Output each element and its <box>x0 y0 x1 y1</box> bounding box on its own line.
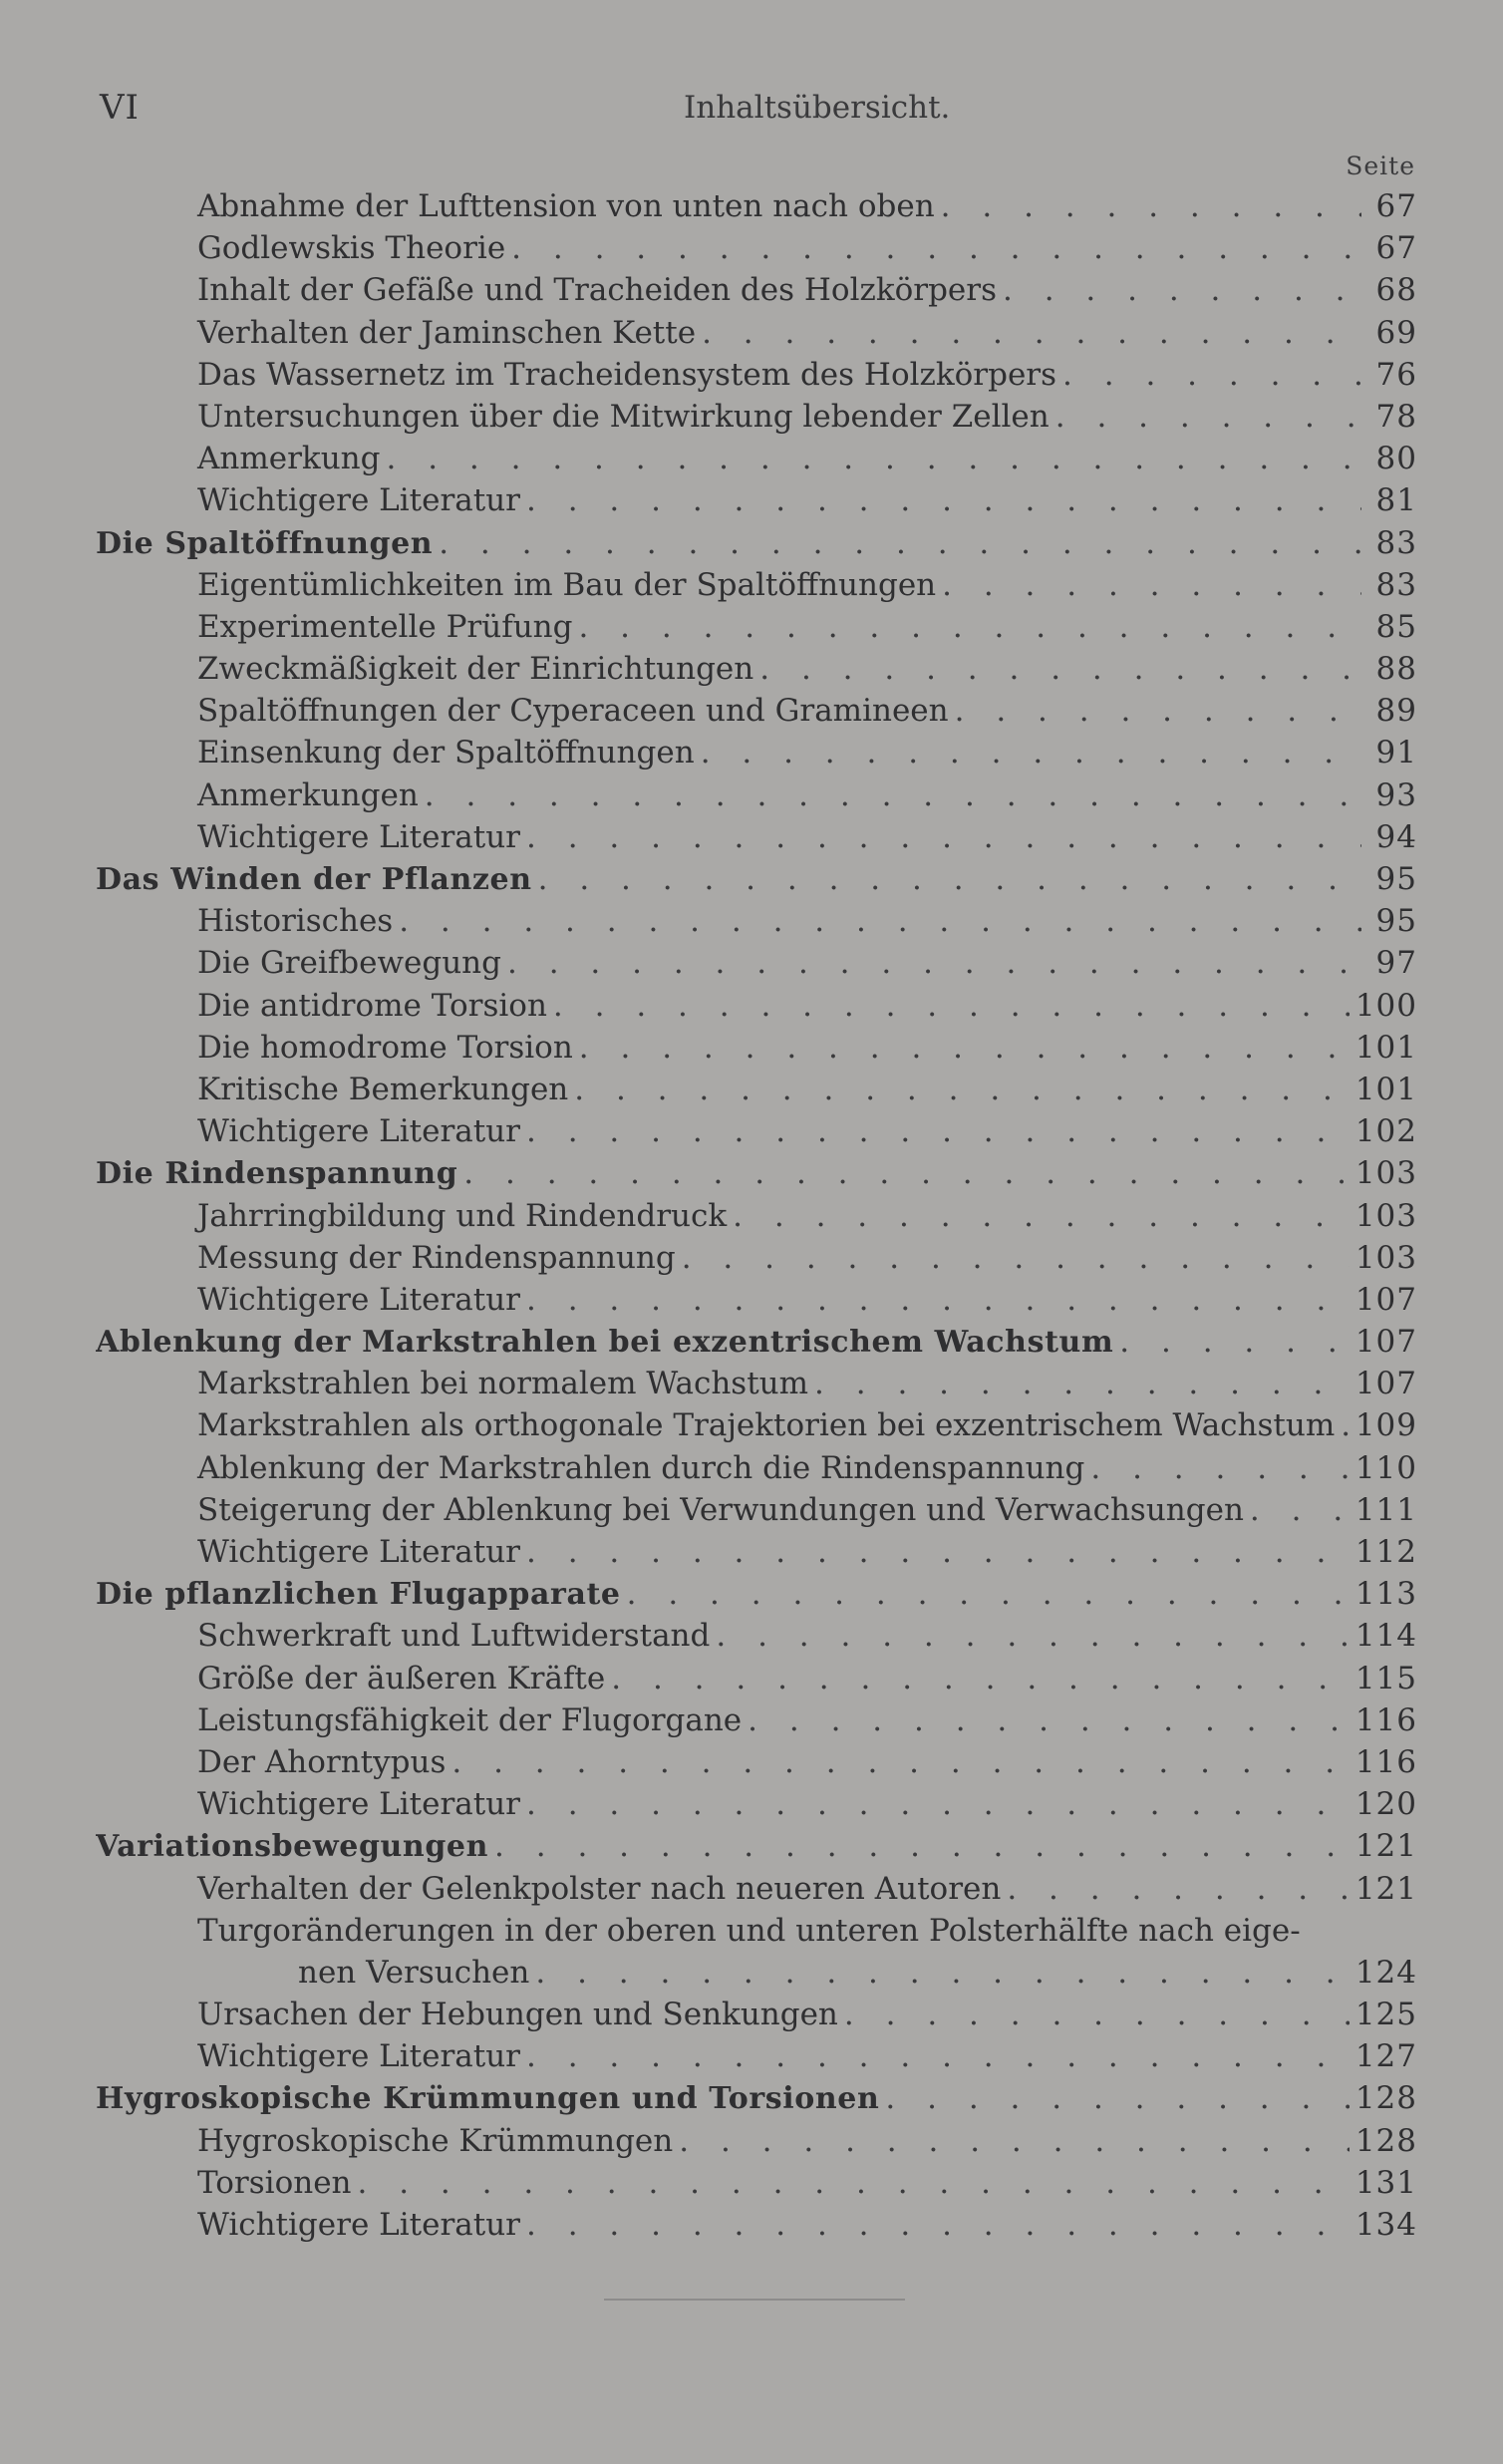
dot-leader <box>955 690 1361 732</box>
dot-leader <box>511 227 1361 269</box>
dot-leader <box>1055 396 1361 438</box>
toc-entry <box>96 479 1417 521</box>
toc-entry <box>96 1783 1417 1825</box>
toc-entry-title: Verhalten der Gelenkpolster nach neueren Autoren <box>197 1870 1002 1907</box>
toc-entry-page: 101 <box>1354 1029 1417 1066</box>
page-header <box>0 88 1503 128</box>
toc-entry-page: 125 <box>1354 1997 1417 2033</box>
dot-leader <box>679 2120 1350 2162</box>
toc-entry-page: 100 <box>1354 987 1417 1024</box>
toc-entry-title: Die Greifbewegung <box>197 945 501 982</box>
toc-entry-page: 89 <box>1375 693 1417 730</box>
toc-entry-title: Historisches <box>197 903 394 940</box>
toc-entry <box>96 1110 1417 1152</box>
toc-entry-page: 107 <box>1354 1366 1417 1402</box>
toc-entry-title: Experimentelle Prüfung <box>197 608 573 645</box>
toc-entry <box>96 1868 1417 1910</box>
toc-entry-title: Godlewskis Theorie <box>197 230 506 267</box>
toc-entry-title: Wichtigere Literatur <box>197 482 520 519</box>
toc-entry-title: Wichtigere Literatur <box>197 2207 520 2243</box>
toc-entry-page: 103 <box>1354 1197 1417 1234</box>
dot-leader <box>451 1741 1349 1783</box>
dot-leader <box>941 185 1361 227</box>
toc-entry-page: 95 <box>1375 861 1417 897</box>
toc-entry <box>96 1615 1417 1657</box>
dot-leader <box>538 858 1361 900</box>
toc-entry <box>96 2035 1417 2077</box>
toc-entry <box>96 648 1417 690</box>
toc-chapter-entry <box>96 1152 1417 1194</box>
toc-entry-title: Hygroskopische Krümmungen <box>197 2122 674 2159</box>
dot-leader <box>611 1658 1350 1699</box>
dot-leader <box>701 732 1361 773</box>
toc-entry-title: Hygroskopische Krümmungen und Torsionen <box>96 2081 880 2117</box>
toc-entry <box>96 942 1417 984</box>
toc-entry-title: Markstrahlen als orthogonale Trajektorien bei exzentrischem Wachstum <box>197 1407 1336 1444</box>
toc-entry <box>96 1531 1417 1573</box>
toc-entry <box>96 269 1417 311</box>
toc-entry-page: 128 <box>1354 2122 1417 2159</box>
toc-entry <box>96 1027 1417 1069</box>
dot-leader <box>885 2077 1349 2119</box>
toc-entry-title: Untersuchungen über die Mitwirkung lebender Zellen <box>197 398 1050 435</box>
toc-entry-page: 91 <box>1375 735 1417 771</box>
toc-chapter-entry <box>96 858 1417 900</box>
dot-leader <box>1007 1868 1350 1910</box>
toc-entry <box>96 1404 1417 1446</box>
dot-leader <box>716 1615 1349 1657</box>
toc-entry-title: Die Rindenspannung <box>96 1156 458 1192</box>
toc-entry-page: 109 <box>1354 1407 1417 1444</box>
toc-entry-page: 113 <box>1354 1576 1417 1613</box>
toc-entry-page: 83 <box>1375 566 1417 603</box>
running-title: Inhaltsübersicht. <box>684 90 951 126</box>
toc-entry <box>96 900 1417 942</box>
toc-entry-page: 67 <box>1375 188 1417 224</box>
toc-entry-title: Abnahme der Lufttension von unten nach oben <box>197 188 935 224</box>
toc-entry-page: 131 <box>1354 2164 1417 2201</box>
toc-entry-title: Die pflanzlichen Flugapparate <box>96 1577 621 1613</box>
toc-entry-page: 112 <box>1354 1534 1417 1570</box>
dot-leader <box>553 985 1350 1027</box>
toc-entry-title: Zweckmäßigkeit der Einrichtungen <box>197 651 754 688</box>
dot-leader <box>425 774 1361 816</box>
toc-entry <box>96 1069 1417 1110</box>
toc-entry-title: Messung der Rindenspannung <box>197 1239 676 1276</box>
toc-entry-page: 76 <box>1375 356 1417 393</box>
toc-entry <box>96 2162 1417 2204</box>
page-number: VI <box>100 88 140 128</box>
toc-entry <box>96 816 1417 858</box>
toc-entry-title: Die Spaltöffnungen <box>96 525 434 561</box>
dot-leader <box>814 1363 1350 1404</box>
toc-entry-title: Größe der äußeren Kräfte <box>197 1660 606 1696</box>
toc-entry-page: 94 <box>1375 818 1417 855</box>
dot-leader <box>942 564 1361 606</box>
toc-entry <box>96 2204 1417 2246</box>
toc-entry-title: Jahrringbildung und Rindendruck <box>197 1197 728 1234</box>
dot-leader <box>844 1994 1350 2035</box>
toc-entry-page: 134 <box>1354 2207 1417 2243</box>
toc-entry-title: Wichtigere Literatur <box>197 1534 520 1570</box>
dot-leader <box>526 1279 1350 1321</box>
toc-entry <box>96 1195 1417 1237</box>
toc-chapter-entry <box>96 2077 1417 2119</box>
dot-leader <box>759 648 1361 690</box>
toc-entry-title: Spaltöffnungen der Cyperaceen und Gramineen <box>197 693 949 730</box>
toc-entry-page: 124 <box>1354 1954 1417 1991</box>
toc-entry <box>96 312 1417 354</box>
dot-leader <box>578 606 1361 648</box>
dot-leader <box>399 900 1361 942</box>
dot-leader <box>526 816 1361 858</box>
toc-chapter-entry <box>96 1321 1417 1363</box>
toc-entry-title: Wichtigere Literatur <box>197 2038 520 2075</box>
toc-entry <box>96 1952 1417 1994</box>
toc-entry <box>96 1489 1417 1531</box>
toc-entry-page: 107 <box>1354 1281 1417 1318</box>
dot-leader <box>682 1237 1350 1279</box>
toc-entry-title: Variationsbewegungen <box>96 1829 489 1865</box>
toc-entry <box>96 690 1417 732</box>
dot-leader <box>702 312 1361 354</box>
toc-entry-page: 103 <box>1354 1155 1417 1192</box>
dot-leader <box>526 479 1361 521</box>
toc-entry-page: 101 <box>1354 1071 1417 1107</box>
dot-leader <box>526 1531 1350 1573</box>
dot-leader <box>627 1573 1350 1615</box>
toc-entry-page: 67 <box>1375 230 1417 267</box>
dot-leader <box>526 1783 1350 1825</box>
toc-entry-page: 80 <box>1375 441 1417 477</box>
toc-entry-page: 85 <box>1375 608 1417 645</box>
toc-entry-title: Ablenkung der Markstrahlen durch die Rindenspannung <box>197 1449 1085 1486</box>
toc-entry <box>96 564 1417 606</box>
dot-leader <box>574 1069 1350 1110</box>
toc-entry-title: Das Wassernetz im Tracheidensystem des Holzkörpers <box>197 356 1057 393</box>
toc-entry-title: Steigerung der Ablenkung bei Verwundungen und Verwachsungen <box>197 1491 1244 1528</box>
toc-entry <box>96 1910 1417 1952</box>
dot-leader <box>748 1699 1350 1741</box>
toc-entry-title: Markstrahlen bei normalem Wachstum <box>197 1366 809 1402</box>
toc-entry-page: 121 <box>1354 1870 1417 1907</box>
page-column-label: Seite <box>1346 152 1415 180</box>
toc-entry <box>96 774 1417 816</box>
toc-entry <box>96 1237 1417 1279</box>
toc-entry-page: 95 <box>1375 903 1417 940</box>
closing-rule <box>604 2299 905 2301</box>
toc-entry-title: Eigentümlichkeiten im Bau der Spaltöffnungen <box>197 566 937 603</box>
toc-entry-page: 97 <box>1375 945 1417 982</box>
toc-entry-page: 116 <box>1354 1701 1417 1738</box>
dot-leader <box>1119 1321 1350 1363</box>
toc-entry-title: Schwerkraft und Luftwiderstand <box>197 1618 711 1655</box>
dot-leader <box>733 1195 1350 1237</box>
toc-entry-page: 69 <box>1375 314 1417 351</box>
dot-leader <box>526 2035 1350 2077</box>
dot-leader <box>463 1152 1350 1194</box>
toc-entry-page: 120 <box>1354 1786 1417 1823</box>
dot-leader <box>1250 1489 1350 1531</box>
toc-entry-title: Das Winden der Pflanzen <box>96 862 532 897</box>
dot-leader <box>1341 1404 1350 1446</box>
toc-entry-title: Wichtigere Literatur <box>197 1281 520 1318</box>
toc-entry-page: 127 <box>1354 2038 1417 2075</box>
toc-entry <box>96 2120 1417 2162</box>
toc-entry-title: Torsionen <box>197 2164 352 2201</box>
toc-entry-page: 81 <box>1375 482 1417 519</box>
dot-leader <box>526 1110 1350 1152</box>
dot-leader <box>579 1027 1350 1069</box>
toc-entry-title: Die antidrome Torsion <box>197 987 547 1024</box>
dot-leader <box>535 1952 1349 1994</box>
toc-entry-title: Anmerkungen <box>197 776 419 813</box>
toc-entry <box>96 185 1417 227</box>
toc-entry <box>96 1994 1417 2035</box>
toc-entry <box>96 732 1417 773</box>
toc-entry-page: 78 <box>1375 398 1417 435</box>
dot-leader <box>1090 1447 1349 1489</box>
dot-leader <box>1062 354 1361 396</box>
toc-entry-page: 121 <box>1354 1828 1417 1865</box>
toc-entry-page: 103 <box>1354 1239 1417 1276</box>
toc-entry <box>96 985 1417 1027</box>
toc-entry-title: Einsenkung der Spaltöffnungen <box>197 735 695 771</box>
toc-entry <box>96 396 1417 438</box>
toc-entry-page: 93 <box>1375 776 1417 813</box>
dot-leader <box>358 2162 1350 2204</box>
toc-entry <box>96 606 1417 648</box>
dot-leader <box>507 942 1361 984</box>
toc-entry-title: Anmerkung <box>197 441 381 477</box>
dot-leader <box>1003 269 1361 311</box>
toc-entry-title: Der Ahorntypus <box>197 1743 447 1780</box>
toc-entry-page: 128 <box>1354 2080 1417 2117</box>
toc-entry-page: 116 <box>1354 1743 1417 1780</box>
toc-entry-title: Die homodrome Torsion <box>197 1029 573 1066</box>
toc-chapter-entry <box>96 1573 1417 1615</box>
toc-entry-title: Turgoränderungen in der oberen und unteren Polsterhälfte nach eige- <box>197 1912 1301 1949</box>
toc-entry <box>96 1741 1417 1783</box>
toc-entry-page: 111 <box>1354 1491 1417 1528</box>
toc-entry-page: 102 <box>1354 1113 1417 1150</box>
toc-entry-page: 107 <box>1354 1324 1417 1361</box>
toc-chapter-entry <box>96 522 1417 564</box>
dot-leader <box>526 2204 1350 2246</box>
toc-entry-title: Verhalten der Jaminschen Kette <box>197 314 697 351</box>
toc-entry-page: 114 <box>1354 1618 1417 1655</box>
toc-entry-title: Wichtigere Literatur <box>197 1786 520 1823</box>
toc-entry <box>96 1363 1417 1404</box>
dot-leader <box>386 438 1361 479</box>
toc-entry <box>96 1658 1417 1699</box>
toc-chapter-entry <box>96 1825 1417 1867</box>
dot-leader <box>494 1825 1350 1867</box>
toc-entry-page: 115 <box>1354 1660 1417 1696</box>
toc-entry-title: nen Versuchen <box>298 1954 530 1991</box>
toc-entry-page: 68 <box>1375 272 1417 309</box>
toc-entry-title: Ursachen der Hebungen und Senkungen <box>197 1997 838 2033</box>
toc-entry-title: Ablenkung der Markstrahlen bei exzentrischem Wachstum <box>96 1325 1114 1361</box>
dot-leader <box>439 522 1361 564</box>
toc-entry <box>96 438 1417 479</box>
toc-entry-title: Wichtigere Literatur <box>197 818 520 855</box>
toc-entry-title: Inhalt der Gefäße und Tracheiden des Holzkörpers <box>197 272 998 309</box>
toc-entry-page: 83 <box>1375 524 1417 561</box>
toc-entry <box>96 1447 1417 1489</box>
toc-entry <box>96 1699 1417 1741</box>
toc-entry <box>96 227 1417 269</box>
toc-entry-title: Wichtigere Literatur <box>197 1113 520 1150</box>
toc-entry-title: Leistungsfähigkeit der Flugorgane <box>197 1701 743 1738</box>
toc-entry <box>96 354 1417 396</box>
toc-entry <box>96 1279 1417 1321</box>
toc-entry-page: 88 <box>1375 651 1417 688</box>
toc-entry-title: Kritische Bemerkungen <box>197 1071 569 1107</box>
toc-entry-page: 110 <box>1354 1449 1417 1486</box>
table-of-contents <box>96 185 1417 2246</box>
